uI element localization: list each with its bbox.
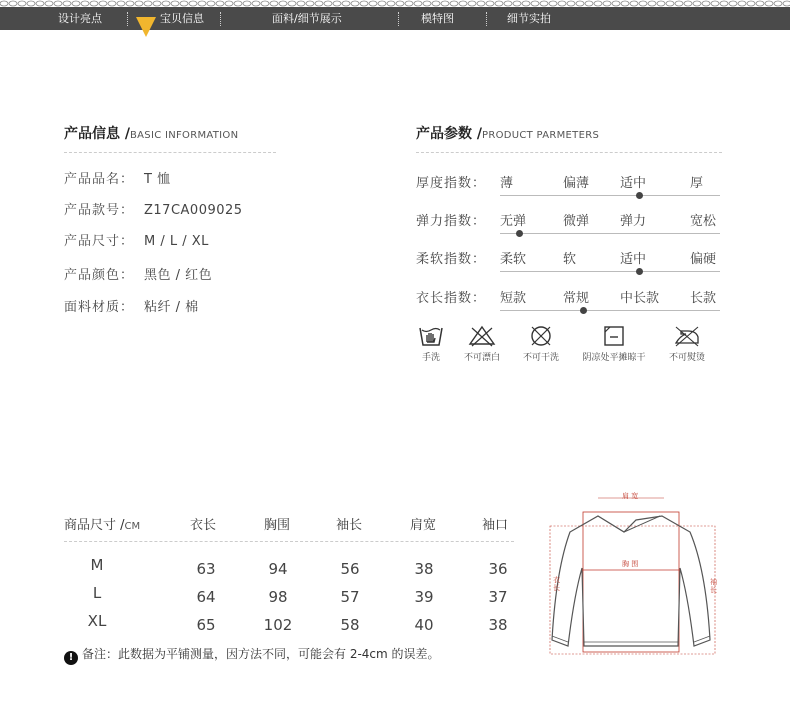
chain-link — [504, 1, 512, 6]
param-option: 微弹 — [563, 214, 590, 229]
chain-link — [576, 1, 584, 6]
chain-link — [639, 1, 647, 6]
info-label: 产品颜色： — [64, 268, 135, 283]
chain-link — [18, 1, 26, 6]
chain-link — [648, 1, 656, 6]
chain-link — [369, 1, 377, 6]
chain-link — [657, 1, 665, 6]
chain-link — [72, 1, 80, 6]
chain-link — [279, 1, 287, 6]
chain-link — [513, 1, 521, 6]
chain-link — [117, 1, 125, 6]
care-item-no-iron — [664, 324, 710, 363]
chain-link — [549, 1, 557, 6]
chain-link — [450, 1, 458, 6]
chain-link — [387, 1, 395, 6]
chain-link — [261, 1, 269, 6]
chain-link — [162, 1, 170, 6]
column-header: 衣长 — [190, 518, 217, 533]
chain-link — [360, 1, 368, 6]
chain-link — [729, 1, 737, 6]
shoulder-width-label: 肩 宽 — [622, 492, 639, 500]
chain-link — [693, 1, 701, 6]
chain-link — [36, 1, 44, 6]
table-divider — [64, 541, 514, 542]
chain-link — [675, 1, 683, 6]
care-item-no-bleach — [458, 324, 506, 363]
care-label: 阴凉处平摊晾干 — [582, 353, 646, 363]
warning-icon: ! — [64, 651, 78, 665]
chain-link — [378, 1, 386, 6]
product-params-heading — [416, 123, 599, 143]
info-value: 黑色 / 红色 — [144, 268, 213, 283]
chain-link — [198, 1, 206, 6]
chain-link — [612, 1, 620, 6]
care-label: 不可干洗 — [522, 353, 559, 363]
table-cell: 63 — [196, 560, 216, 578]
scale-track — [500, 271, 720, 272]
chain-link — [441, 1, 449, 6]
info-row-material — [64, 296, 199, 315]
param-option: 常规 — [563, 291, 590, 306]
chain-link — [180, 1, 188, 6]
chain-link — [216, 1, 224, 6]
nav-item-detail-photos[interactable]: 细节实拍 — [507, 12, 551, 25]
chain-link — [423, 1, 431, 6]
table-cell: 40 — [414, 616, 434, 634]
param-label: 弹力指数： — [416, 214, 487, 229]
active-nav-marker-icon — [136, 17, 156, 37]
chain-link — [63, 1, 71, 6]
scale-track — [500, 195, 720, 196]
param-option: 无弹 — [500, 214, 527, 229]
param-label: 柔软指数： — [416, 252, 487, 267]
care-item-no-dry-clean — [518, 324, 564, 363]
chain-link — [342, 1, 350, 6]
table-cell: 37 — [488, 588, 508, 606]
care-item-dry-flat-shade — [576, 324, 652, 363]
info-label: 面料材质： — [64, 300, 135, 315]
chain-link — [297, 1, 305, 6]
note-text: 备注：此数据为平铺测量，因方法不同，可能会有 2-4cm 的误差。 — [82, 647, 440, 661]
chain-link — [306, 1, 314, 6]
nav-item-product-info[interactable]: 宝贝信息 — [160, 12, 204, 25]
chain-link — [486, 1, 494, 6]
chain-link — [315, 1, 323, 6]
chain-link — [774, 1, 782, 6]
size-label: XL — [87, 612, 107, 630]
chain-link — [270, 1, 278, 6]
info-label: 产品款号： — [64, 203, 135, 218]
table-cell: 38 — [414, 560, 434, 578]
chain-link — [585, 1, 593, 6]
body-length-label: 衣 长 — [553, 576, 560, 592]
nav-separator — [398, 12, 399, 26]
chain-link — [756, 1, 764, 6]
param-label: 衣长指数： — [416, 291, 487, 306]
chain-link — [666, 1, 674, 6]
nav-separator — [127, 12, 128, 26]
chain-link — [288, 1, 296, 6]
chain-link — [189, 1, 197, 6]
scale-track — [500, 233, 720, 234]
chain-link — [234, 1, 242, 6]
chain-link — [351, 1, 359, 6]
chain-link — [225, 1, 233, 6]
param-option: 适中 — [620, 176, 647, 191]
chain-link — [81, 1, 89, 6]
care-label: 不可熨烫 — [668, 353, 705, 363]
chain-link — [495, 1, 503, 6]
info-row-style-number — [64, 199, 243, 218]
table-cell: 94 — [268, 560, 288, 578]
chain-link — [558, 1, 566, 6]
scale-indicator — [636, 268, 643, 275]
chain-link — [630, 1, 638, 6]
chain-link — [468, 1, 476, 6]
param-option: 适中 — [620, 252, 647, 267]
chain-border — [0, 0, 790, 7]
table-cell: 57 — [340, 588, 360, 606]
no-dry-clean-icon — [528, 324, 554, 348]
param-option: 长款 — [690, 291, 717, 306]
scale-track — [500, 310, 720, 311]
column-header: 肩宽 — [410, 518, 437, 533]
chain-link — [135, 1, 143, 6]
param-option: 偏薄 — [563, 176, 590, 191]
chain-link — [0, 1, 8, 6]
chain-link — [108, 1, 116, 6]
chain-link — [594, 1, 602, 6]
param-label: 厚度指数： — [416, 176, 487, 191]
chain-link — [567, 1, 575, 6]
info-row-sizes — [64, 230, 209, 249]
nav-item-model[interactable]: 模特图 — [421, 12, 454, 25]
chain-link — [603, 1, 611, 6]
chain-link — [45, 1, 53, 6]
product-params-title: 产品参数 / — [416, 126, 482, 142]
param-option: 薄 — [500, 176, 514, 191]
table-cell: 58 — [340, 616, 360, 634]
size-unit: CM — [124, 521, 141, 532]
no-iron-icon — [672, 324, 702, 348]
top-nav — [0, 0, 790, 30]
chain-link — [531, 1, 539, 6]
param-option: 柔软 — [500, 252, 527, 267]
chain-link — [738, 1, 746, 6]
chain-link — [9, 1, 17, 6]
chain-link — [90, 1, 98, 6]
param-option: 中长款 — [620, 291, 660, 306]
chain-link — [621, 1, 629, 6]
care-label: 不可漂白 — [463, 353, 500, 363]
chain-link — [396, 1, 404, 6]
info-value: Z17CA009025 — [144, 203, 243, 218]
table-cell: 38 — [488, 616, 508, 634]
scale-indicator — [580, 307, 587, 314]
info-label: 产品品名： — [64, 172, 135, 187]
table-cell: 64 — [196, 588, 216, 606]
info-value: 粘纤 / 棉 — [144, 300, 199, 315]
product-params-subtitle: PRODUCT PARMETERS — [482, 130, 600, 141]
chain-link — [783, 1, 790, 6]
table-cell: 39 — [414, 588, 434, 606]
chain-link — [405, 1, 413, 6]
nav-separator — [486, 12, 487, 26]
chain-link — [333, 1, 341, 6]
nav-item-design[interactable]: 设计亮点 — [58, 12, 102, 25]
chain-link — [252, 1, 260, 6]
chain-link — [27, 1, 35, 6]
dry-flat-shade-icon — [602, 324, 626, 348]
chain-link — [414, 1, 422, 6]
chain-link — [171, 1, 179, 6]
scale-indicator — [516, 230, 523, 237]
measurement-note — [64, 645, 440, 665]
param-option: 宽松 — [690, 214, 717, 229]
chain-link — [477, 1, 485, 6]
chain-link — [720, 1, 728, 6]
chain-link — [324, 1, 332, 6]
chest-label: 胸 围 — [622, 560, 639, 568]
sleeve-length-label: 袖 长 — [710, 578, 717, 594]
chain-link — [207, 1, 215, 6]
param-option: 短款 — [500, 291, 527, 306]
chain-link — [153, 1, 161, 6]
chain-link — [432, 1, 440, 6]
size-table-title — [64, 514, 140, 533]
care-label: 手洗 — [421, 353, 440, 363]
size-label: M — [90, 556, 104, 574]
chain-link — [765, 1, 773, 6]
param-option: 偏硬 — [690, 252, 717, 267]
nav-separator — [220, 12, 221, 26]
param-option: 软 — [563, 252, 577, 267]
sweater-outline-icon — [540, 486, 730, 661]
table-cell: 98 — [268, 588, 288, 606]
info-row-name — [64, 168, 171, 187]
chain-link — [459, 1, 467, 6]
size-label: L — [92, 584, 102, 602]
size-table-title-text: 商品尺寸 / — [64, 518, 125, 533]
nav-bar — [0, 7, 790, 30]
table-cell: 102 — [263, 616, 293, 634]
table-cell: 65 — [196, 616, 216, 634]
chain-link — [702, 1, 710, 6]
table-cell: 36 — [488, 560, 508, 578]
no-bleach-icon — [467, 324, 497, 348]
chain-link — [99, 1, 107, 6]
param-option: 厚 — [690, 176, 704, 191]
chain-link — [540, 1, 548, 6]
info-row-colors — [64, 264, 212, 283]
chain-link — [522, 1, 530, 6]
chain-link — [126, 1, 134, 6]
column-header: 胸围 — [264, 518, 291, 533]
info-label: 产品尺寸： — [64, 234, 135, 249]
info-value: M / L / XL — [144, 234, 209, 249]
table-cell: 56 — [340, 560, 360, 578]
care-item-hand-wash — [415, 324, 447, 363]
hand-wash-icon — [418, 324, 444, 348]
column-header: 袖口 — [482, 518, 509, 533]
chain-link — [54, 1, 62, 6]
column-header: 袖长 — [336, 518, 363, 533]
chain-link — [747, 1, 755, 6]
scale-indicator — [636, 192, 643, 199]
product-info-title: 产品信息 / — [64, 126, 130, 142]
chain-link — [684, 1, 692, 6]
chain-link — [243, 1, 251, 6]
param-option: 弹力 — [620, 214, 647, 229]
divider — [416, 152, 722, 153]
chain-link — [711, 1, 719, 6]
product-info-heading — [64, 123, 238, 143]
chain-link — [144, 1, 152, 6]
garment-measurement-diagram — [540, 486, 730, 661]
product-info-subtitle: BASIC INFORMATION — [130, 130, 239, 141]
divider — [64, 152, 276, 153]
nav-item-fabric-detail[interactable]: 面料/细节展示 — [272, 12, 342, 25]
info-value: T 恤 — [144, 172, 171, 187]
